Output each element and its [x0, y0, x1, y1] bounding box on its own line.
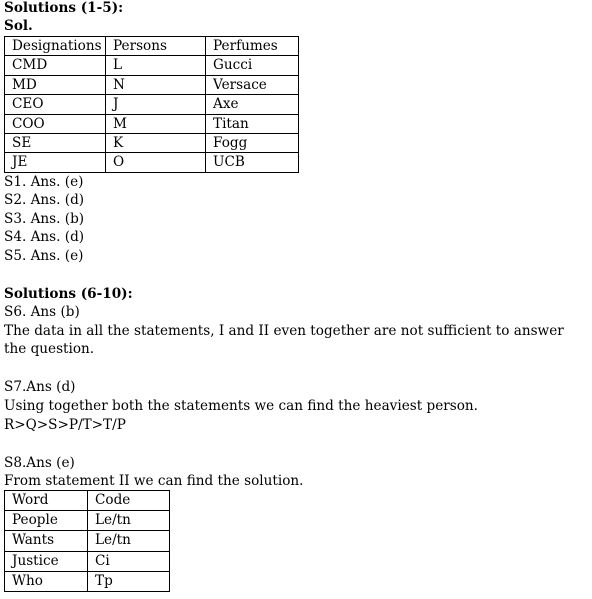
- table-cell: Versace: [206, 75, 299, 94]
- table-row: [5, 153, 299, 172]
- table-cell: Axe: [206, 95, 299, 114]
- table-cell: Titan: [206, 114, 299, 133]
- header-word: Word: [5, 491, 88, 511]
- table-cell: Gucci: [206, 56, 299, 75]
- table-cell: O: [106, 153, 206, 172]
- answer-s5: S5. Ans. (e): [4, 248, 84, 264]
- table-cell: L: [106, 56, 206, 75]
- table-cell: People: [5, 511, 88, 531]
- table-cell: COO: [5, 114, 106, 133]
- table-row: [5, 75, 299, 94]
- table-cell: JE: [5, 153, 106, 172]
- s8-explanation: From statement II we can find the solution.: [4, 473, 304, 489]
- word-code-table: [4, 490, 170, 592]
- table-row: [5, 571, 170, 591]
- table-cell: Wants: [5, 531, 88, 551]
- table-row: [5, 95, 299, 114]
- table-row: [5, 56, 299, 75]
- table-cell: J: [106, 95, 206, 114]
- table-cell: SE: [5, 133, 106, 152]
- table-cell: Who: [5, 571, 88, 591]
- answer-s7: S7.Ans (d): [4, 379, 76, 395]
- answer-s8: S8.Ans (e): [4, 455, 75, 471]
- answer-s2: S2. Ans. (d): [4, 192, 85, 208]
- solutions-1-5-heading: Solutions (1-5):: [4, 0, 124, 16]
- table-cell: CMD: [5, 56, 106, 75]
- table-cell: Ci: [88, 551, 170, 571]
- table-cell: Le/tn: [88, 511, 170, 531]
- header-persons: Persons: [106, 37, 206, 56]
- s7-sequence: R>Q>S>P/T>T/P: [4, 417, 126, 433]
- answer-s1: S1. Ans. (e): [4, 174, 84, 190]
- table-cell: M: [106, 114, 206, 133]
- table-cell: MD: [5, 75, 106, 94]
- table-cell: Tp: [88, 571, 170, 591]
- answer-s3: S3. Ans. (b): [4, 211, 85, 227]
- table-row: [5, 551, 170, 571]
- s6-explanation: The data in all the statements, I and II even together are not sufficient to answer the question.: [4, 323, 564, 357]
- sol-label: Sol.: [4, 18, 33, 34]
- table-cell: CEO: [5, 95, 106, 114]
- table-header-row: [5, 37, 299, 56]
- s7-explanation: Using together both the statements we can find the heaviest person.: [4, 398, 478, 414]
- table-row: [5, 133, 299, 152]
- header-designations: Designations: [5, 37, 106, 56]
- table-header-row: [5, 491, 170, 511]
- table-row: [5, 114, 299, 133]
- table-row: [5, 511, 170, 531]
- table-cell: N: [106, 75, 206, 94]
- header-code: Code: [88, 491, 170, 511]
- table-cell: UCB: [206, 153, 299, 172]
- table-cell: Le/tn: [88, 531, 170, 551]
- answer-s6: S6. Ans (b): [4, 304, 80, 320]
- designations-table: [4, 36, 299, 173]
- solutions-6-10-heading: Solutions (6-10):: [4, 286, 133, 302]
- answer-s4: S4. Ans. (d): [4, 229, 85, 245]
- table-cell: K: [106, 133, 206, 152]
- table-cell: Fogg: [206, 133, 299, 152]
- table-cell: Justice: [5, 551, 88, 571]
- table-row: [5, 531, 170, 551]
- header-perfumes: Perfumes: [206, 37, 299, 56]
